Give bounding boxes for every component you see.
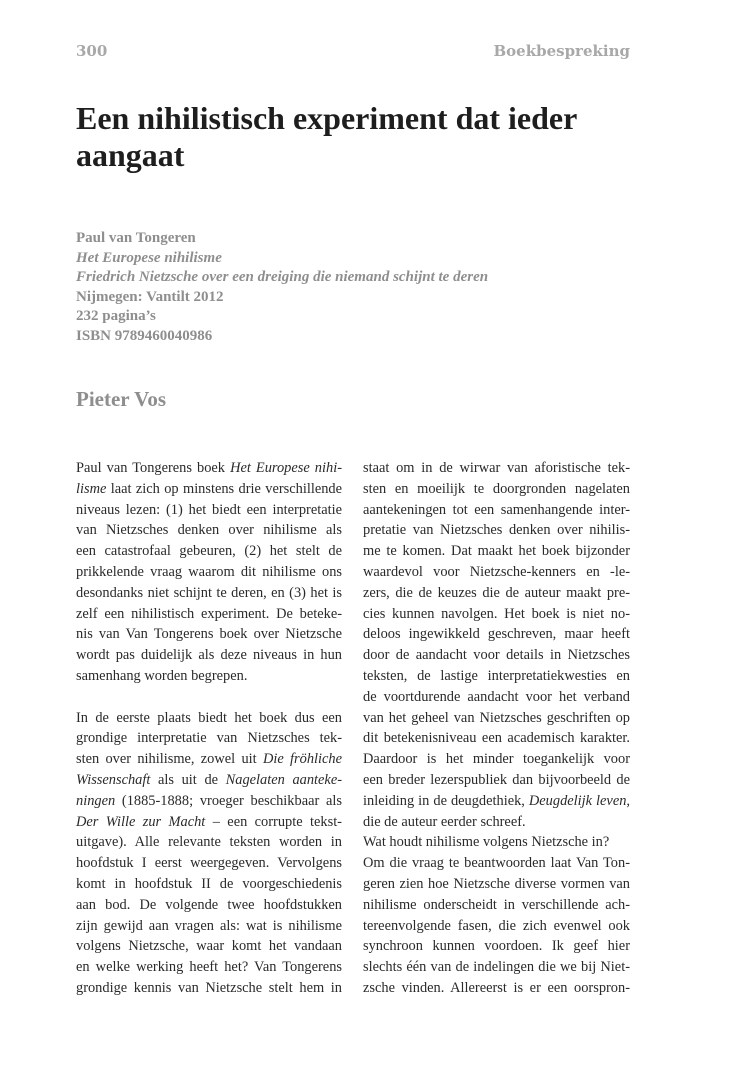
text-line bbox=[363, 666, 630, 687]
text-span: grondige kennis van Nietzsche stelt hem in bbox=[76, 979, 342, 996]
paragraph-break bbox=[76, 687, 342, 708]
text-span: Paul van Tongerens boek bbox=[76, 460, 231, 476]
text-line bbox=[363, 895, 630, 916]
text-span: die de auteur eerder schreef. bbox=[363, 813, 526, 830]
text-line bbox=[363, 687, 630, 708]
text-line bbox=[363, 832, 630, 853]
text-span: deloos ingewikkeld geschreven, maar heeft bbox=[363, 626, 630, 643]
text-span: van het geheel van Nietzsches geschriften op bbox=[363, 709, 630, 726]
text-line bbox=[363, 479, 630, 500]
text-span: volgens Nietzsche, waar komt het vandaan bbox=[76, 938, 342, 955]
italic-span: lisme bbox=[76, 480, 107, 497]
text-line bbox=[363, 708, 630, 729]
text-line bbox=[363, 645, 630, 666]
book-author: Paul van Tongeren bbox=[76, 230, 196, 246]
text-span: aantekeningen tot een samenhangende inter- bbox=[363, 501, 630, 518]
text-span: Wat houdt nihilisme volgens Nietzsche in? bbox=[363, 834, 610, 851]
text-span: geren zien hoe Nietzsche diverse vormen van bbox=[363, 875, 630, 892]
text-line bbox=[76, 562, 342, 583]
text-line bbox=[76, 895, 342, 916]
text-line bbox=[363, 957, 630, 978]
text-span: tereenvolgende fasen, die zich evenwel ook bbox=[363, 917, 630, 934]
italic-span: Der Wille zur Macht bbox=[76, 813, 206, 830]
text-line bbox=[76, 853, 342, 874]
text-line bbox=[76, 874, 342, 895]
text-span: wordt pas duidelijk als deze niveaus in hun bbox=[76, 647, 342, 664]
text-span: en welke werking heeft het? Van Tongerens bbox=[76, 959, 342, 976]
italic-span: Wissenschaft bbox=[76, 771, 151, 788]
text-span: nis van Van Tongerens boek over Nietzsche bbox=[76, 626, 342, 643]
text-span: een breder lezerspubliek dan bijvoorbeeld de bbox=[363, 771, 630, 788]
text-line bbox=[76, 832, 342, 853]
text-span: staat om in de wirwar van aforistische tek- bbox=[363, 460, 630, 476]
text-line bbox=[363, 458, 630, 479]
text-span: aan bod. De volgende twee hoofdstukken bbox=[76, 896, 342, 913]
text-span: Daardoor is het minder toegankelijk voor bbox=[363, 751, 630, 768]
text-line bbox=[76, 770, 342, 791]
text-span: van Nietzsches denken over nihilisme als bbox=[76, 522, 342, 539]
italic-span: Die fröhliche bbox=[262, 751, 342, 768]
text-line bbox=[76, 936, 342, 957]
text-line bbox=[76, 666, 342, 687]
text-line bbox=[76, 458, 342, 479]
text-span: de voortdurende aandacht voor het verband bbox=[363, 688, 630, 705]
text-span: zelf een nihilistisch experiment. De beteke- bbox=[76, 605, 342, 622]
text-span: hoofdstuk I eerst weergegeven. Vervolgens bbox=[76, 855, 342, 872]
book-details bbox=[76, 229, 636, 346]
text-line bbox=[363, 978, 630, 999]
text-span: door de aandacht voor details in Nietzsches bbox=[363, 647, 630, 664]
text-line bbox=[363, 520, 630, 541]
text-span: grondige interpretatie van Nietzsches tek- bbox=[76, 730, 342, 747]
reviewer-name: Pieter Vos bbox=[76, 387, 167, 411]
book-subtitle: Friedrich Nietzsche over een dreiging die niemand schijnt te deren bbox=[76, 269, 489, 285]
text-line bbox=[76, 583, 342, 604]
text-line bbox=[76, 645, 342, 666]
text-line bbox=[363, 916, 630, 937]
text-line bbox=[76, 500, 342, 521]
text-span: een catastrofaal gebeuren, (2) het stelt de bbox=[76, 543, 342, 560]
book-title: Het Europese nihilisme bbox=[76, 249, 222, 266]
text-span: komt in hoofdstuk II de voorgeschiedenis bbox=[76, 875, 342, 892]
text-line bbox=[76, 728, 342, 749]
text-span: zsche vinden. Allereerst is er een oorspron- bbox=[363, 979, 630, 996]
italic-span: ningen bbox=[76, 792, 116, 809]
section-title: Boekbespreking bbox=[493, 42, 630, 60]
text-line bbox=[363, 874, 630, 895]
text-line bbox=[363, 728, 630, 749]
text-span: laat zich op minstens drie verschillende bbox=[106, 480, 342, 497]
text-span: Om die vraag te beantwoorden laat Van Ton- bbox=[363, 855, 630, 872]
running-head bbox=[76, 42, 630, 62]
text-line bbox=[76, 812, 342, 833]
text-line bbox=[76, 479, 342, 500]
text-line bbox=[363, 936, 630, 957]
text-span: samenhang worden begrepen. bbox=[76, 667, 248, 684]
text-line bbox=[363, 770, 630, 791]
text-span: inleiding in de deugdethiek, bbox=[363, 792, 529, 809]
text-line bbox=[76, 541, 342, 562]
text-span: sten en moeilijk te doorgronden nagelaten bbox=[363, 480, 630, 497]
italic-span: Het Europese nihi- bbox=[230, 460, 342, 476]
text-line bbox=[76, 978, 342, 999]
text-span: niveaus lezen: (1) het biedt een interpretatie bbox=[76, 501, 342, 518]
text-line bbox=[76, 749, 342, 770]
text-span: desondanks niet schijnt te deren, en (3) het is bbox=[76, 584, 342, 601]
text-line bbox=[363, 791, 630, 812]
text-span: – een corrupte tekst- bbox=[205, 813, 342, 830]
text-line bbox=[363, 500, 630, 521]
text-span: teksten, de lastige interpretatiekwesties en bbox=[363, 667, 630, 684]
text-span: sten over nihilisme, zowel uit bbox=[76, 751, 263, 768]
text-span: zers, die de keuzes die de auteur maakt pre- bbox=[363, 584, 630, 601]
text-line bbox=[76, 916, 342, 937]
text-span: prikkelende vraag waarom dit nihilisme ons bbox=[76, 563, 342, 580]
text-span: (1885-1888; vroeger beschikbaar als bbox=[115, 792, 342, 809]
text-span: cies kunnen navolgen. Het boek is niet no- bbox=[363, 605, 630, 622]
text-span: slechts één van de indelingen die we bij Niet- bbox=[363, 959, 630, 976]
text-line bbox=[76, 708, 342, 729]
text-line bbox=[363, 812, 630, 833]
text-line bbox=[363, 853, 630, 874]
text-line bbox=[76, 957, 342, 978]
text-span: waardevol voor Nietzsche-kenners en -le- bbox=[363, 563, 630, 580]
body-column-left bbox=[76, 458, 342, 999]
text-line bbox=[76, 604, 342, 625]
text-span: dit betekenisniveau een academisch karakter. bbox=[363, 730, 630, 747]
text-span: pretatie van Nietzsches denken over nihilis- bbox=[363, 522, 630, 539]
text-line bbox=[363, 624, 630, 645]
page-number: 300 bbox=[76, 42, 108, 60]
text-line bbox=[76, 520, 342, 541]
text-span: me te komen. Dat maakt het boek bijzonder bbox=[363, 543, 630, 560]
text-line bbox=[363, 583, 630, 604]
text-line bbox=[363, 604, 630, 625]
body-column-right bbox=[363, 458, 630, 999]
text-line bbox=[363, 541, 630, 562]
text-line bbox=[76, 624, 342, 645]
text-line bbox=[76, 791, 342, 812]
text-span: zijn gewijd aan vragen als: wat is nihilisme bbox=[76, 917, 342, 934]
italic-span: Deugdelijk leven, bbox=[528, 792, 631, 809]
text-span: nihilisme onderscheidt in verschillende ach- bbox=[363, 896, 630, 913]
italic-span: Nagelaten aanteke- bbox=[225, 771, 342, 788]
book-publisher: Nijmegen: Vantilt 2012 bbox=[76, 288, 224, 305]
book-pages: 232 pagina’s bbox=[76, 308, 156, 324]
article-title: Een nihilistisch experiment dat ieder aangaat bbox=[76, 100, 577, 173]
text-line bbox=[363, 562, 630, 583]
text-span: In de eerste plaats biedt het boek dus een bbox=[76, 709, 342, 726]
text-line bbox=[363, 749, 630, 770]
text-span: uitgave). Alle relevante teksten worden in bbox=[76, 834, 342, 851]
text-span: als uit de bbox=[150, 771, 226, 788]
book-isbn: ISBN 9789460040986 bbox=[76, 327, 213, 344]
text-span: synchroon kunnen voordoen. Ik geef hier bbox=[363, 938, 630, 955]
